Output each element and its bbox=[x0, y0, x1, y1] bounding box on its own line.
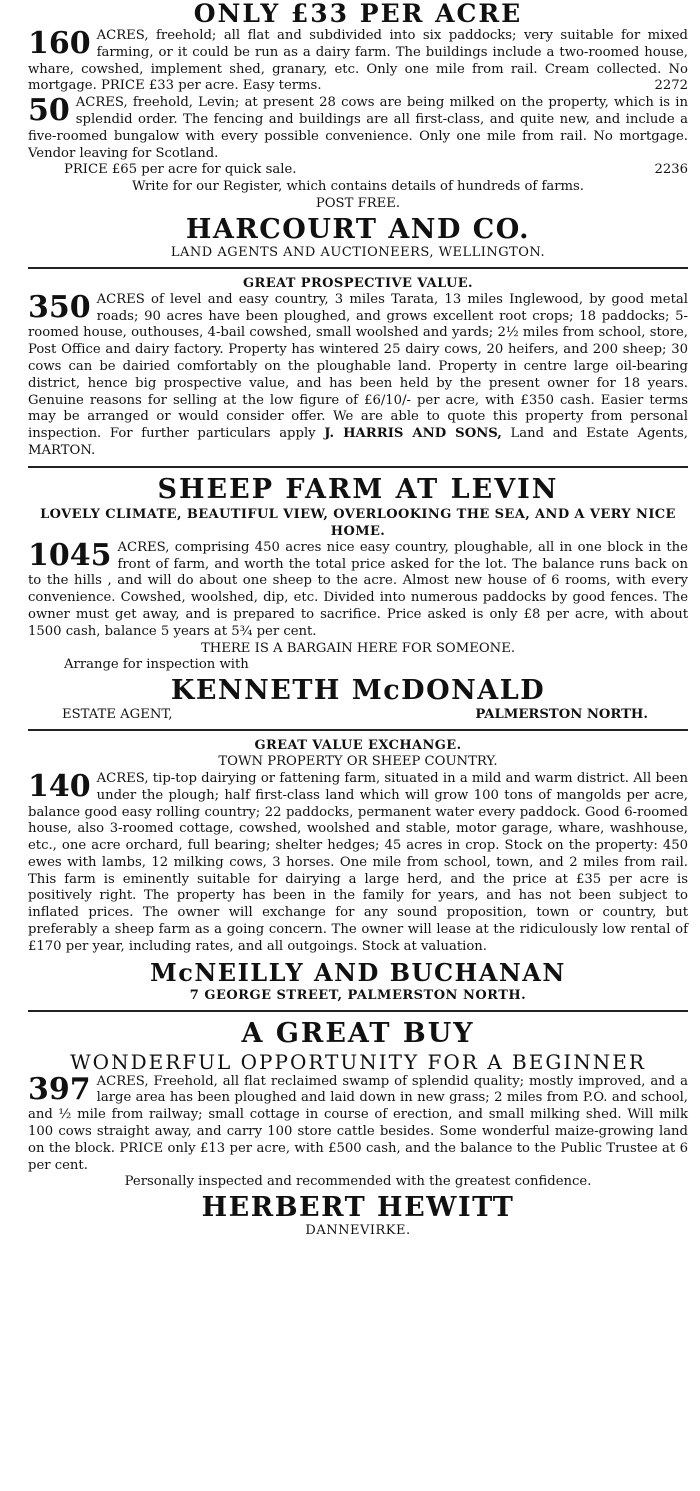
ad5-acres: 397 bbox=[28, 1071, 91, 1107]
ad1-register: Write for our Register, which contains details of hundreds of farms. bbox=[131, 179, 585, 195]
ad1-listing2-acres: 50 bbox=[28, 93, 70, 129]
ad3-bargain: THERE IS A BARGAIN HERE FOR SOMEONE. bbox=[200, 640, 516, 656]
ad-mcdonald bbox=[28, 474, 688, 723]
ad5-headline: A GREAT BUY bbox=[241, 1017, 475, 1049]
ad3-listing-1045 bbox=[28, 537, 688, 641]
ad5-agent-name: HERBERT HEWITT bbox=[201, 1192, 515, 1224]
ad1-listing2-price-row bbox=[28, 162, 688, 179]
ad5-recommend: Personally inspected and recommended with the greatest confidence. bbox=[124, 1174, 592, 1190]
divider bbox=[28, 466, 688, 468]
ad1-listing1-text: ACRES, freehold; all flat and subdivided into six paddocks; very suitable for mixed farming, or it could be run as a dairy farm. The buildings include a two-roomed house, whare, cowshed, implement shed, granary, etc. Only one mile from rail. Cream collected. No mortgage. PRICE £33 per acre. Easy terms. bbox=[28, 28, 688, 94]
ad2-headline: GREAT PROSPECTIVE VALUE. bbox=[243, 275, 473, 291]
ad4-agent-name: McNEILLY AND BUCHANAN bbox=[150, 957, 566, 987]
ad-harcourt bbox=[28, 0, 688, 261]
ad5-listing-397 bbox=[28, 1071, 688, 1175]
ad3-arrange: Arrange for inspection with bbox=[64, 657, 249, 673]
ad3-headline: SHEEP FARM AT LEVIN bbox=[157, 473, 559, 505]
divider bbox=[28, 267, 688, 269]
ad1-listing1-acres: 160 bbox=[28, 26, 91, 61]
ad3-agent-row bbox=[28, 706, 688, 723]
ad2-acres: 350 bbox=[28, 289, 91, 325]
ad3-subhead: LOVELY CLIMATE, BEAUTIFUL VIEW, OVERLOOKING THE SEA, AND A VERY NICE HOME. bbox=[40, 506, 676, 539]
ad1-listing1-ref: 2272 bbox=[654, 78, 688, 94]
ad-mcneilly bbox=[28, 737, 688, 1004]
ad1-agent-sub: LAND AGENTS AND AUCTIONEERS, WELLINGTON. bbox=[170, 244, 546, 260]
ad3-agent-name: KENNETH McDONALD bbox=[170, 675, 546, 707]
ad2-text: ACRES of level and easy country, 3 miles Tarata, 13 miles Inglewood, by good metal roads; 90 acres have been ploughed, and grows excellent root crops; 18 paddocks; 5-roomed house, outhouses, 4-bail cowshed, small woolshed and yards; 2½ miles from school, store, Post Office and dairy factory. Property has wintered 25 dairy cows, 20 heifers, and 200 sheep; 30 cows can be dairied comfortably on the ploughable land. Property in centre large oil-bearing district, hence big prospective value, and has been held by the present owner for 18 years. Genuine reasons for selling at the low figure of £6/10/- per acre, with £350 cash. Easier terms may be arranged or would consider offer. We are able to quote this property from personal inspection. For further particulars apply bbox=[28, 291, 688, 442]
ad4-subhead: TOWN PROPERTY OR SHEEP COUNTRY. bbox=[218, 754, 498, 770]
ad3-agent-title: ESTATE AGENT, bbox=[62, 707, 173, 723]
ad1-listing2-text: ACRES, freehold, Levin; at present 28 cows are being milked on the property, which is in splendid order. The fencing and buildings are all first-class, and quite new, and include a five-roomed bungalow with every possible convenience. Only one mile from rail. No mortgage. Vendor leaving for Scotland. bbox=[28, 95, 688, 161]
ad3-acres: 1045 bbox=[28, 537, 112, 573]
ad-harris bbox=[28, 275, 688, 460]
ad1-listing-50 bbox=[28, 95, 688, 162]
ad4-agent-sub: 7 GEORGE STREET, PALMERSTON NORTH. bbox=[189, 987, 527, 1003]
ad5-agent-sub: DANNEVIRKE. bbox=[305, 1223, 411, 1239]
ad3-text: ACRES, comprising 450 acres nice easy country, ploughable, all in one block in the front of farm, and worth the total price asked for the lot. The balance runs back on to the hills , and will do about one sheep to the acre. Almost new house of 6 rooms, with every convenience. Cowshed, woolshed, dip, etc. Divided into numerous paddocks by good fences. The owner must get away, and is prepared to sacrifice. Price asked is only £8 per acre, with about 1500 cash, balance 5 years at 5¾ per cent. bbox=[28, 539, 688, 639]
ad5-text: ACRES, Freehold, all flat reclaimed swamp of splendid quality; mostly improved, and a large area has been ploughed and laid down in new grass; 2 miles from P.O. and school, and ½ mile from railway; small cottage in course of erection, and small milking shed. Will milk 100 cows straight away, and carry 100 store cattle besides. Some wonderful maize-growing land on the block. PRICE only £13 per acre, with £500 cash, and the balance to the Public Trustee at 6 per cent. bbox=[28, 1073, 688, 1173]
divider bbox=[28, 729, 688, 731]
ad2-agent-tail: Land and Estate Agents, MARTON. bbox=[28, 426, 688, 458]
ad2-agent-name: J. HARRIS AND SONS, bbox=[324, 426, 502, 442]
ad-hewitt bbox=[28, 1018, 688, 1240]
ad5-subhead: WONDERFUL OPPORTUNITY FOR A BEGINNER bbox=[70, 1049, 646, 1074]
ad1-listing2-price: PRICE £65 per acre for quick sale. bbox=[64, 162, 297, 178]
ad1-headline: ONLY £33 PER ACRE bbox=[193, 0, 523, 28]
ad1-agent-name: HARCOURT AND CO. bbox=[185, 213, 531, 245]
ad1-listing-160 bbox=[28, 28, 688, 95]
ad1-post-free: POST FREE. bbox=[315, 195, 401, 211]
ad3-agent-town: PALMERSTON NORTH. bbox=[475, 707, 648, 723]
ad4-listing-140 bbox=[28, 768, 688, 956]
divider bbox=[28, 1010, 688, 1012]
ad2-listing-350 bbox=[28, 289, 688, 460]
ad1-listing2-ref: 2236 bbox=[654, 162, 688, 178]
ad4-text: ACRES, tip-top dairying or fattening farm, situated in a mild and warm district. All been under the plough; half first-class land which will grow 100 tons of mangolds per acre, balance good easy rolling country; 22 paddocks, permanent water every paddock. Good 6-roomed house, also 3-roomed cottage, cowshed, woolshed and stable, motor garage, whare, washhouse, etc., one acre orchard, full bearing; shelter hedges; 45 acres in crop. Stock on the property: 450 ewes with lambs, 12 milking cows, 3 horses. One mile from school, town, and 2 miles from rail. This farm is eminently suitable for dairying a large herd, and the price at £35 per acre is positively right. The property has been in the family for years, and has not been subject to inflated prices. The owner will exchange for any sound proposition, town or country, but preferably a sheep farm as a going concern. The owner will lease at the ridiculously low rental of £170 per year, including rates, and all outgoings. Stock at valuation. bbox=[28, 770, 688, 954]
ad4-acres: 140 bbox=[28, 768, 91, 804]
ad4-headline: GREAT VALUE EXCHANGE. bbox=[254, 738, 462, 754]
